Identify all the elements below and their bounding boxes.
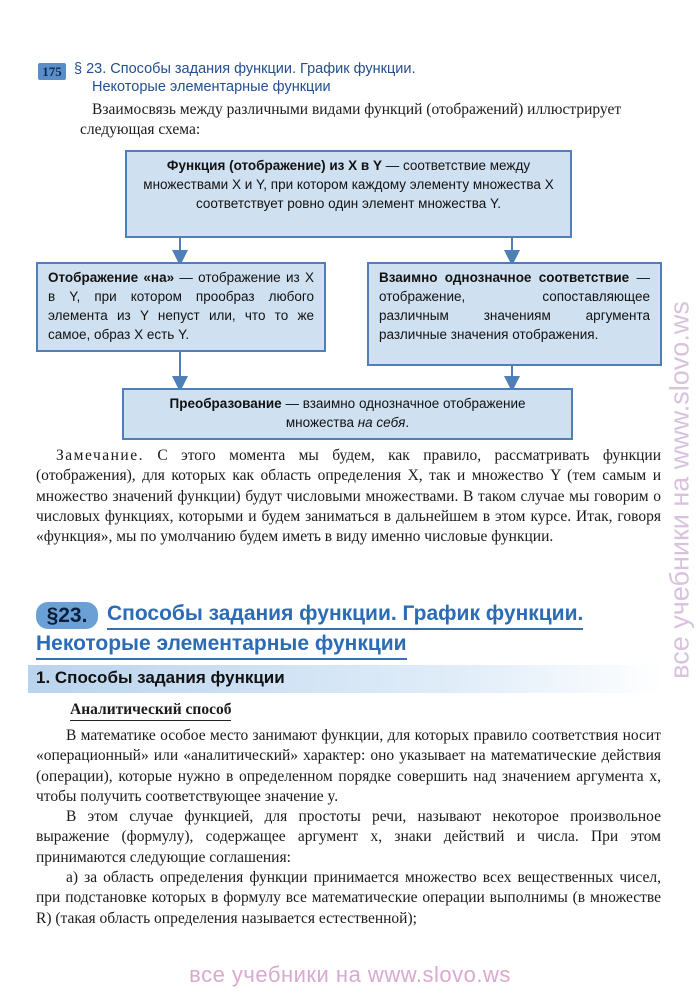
paragraph: В этом случае функцией, для простоты речи, называют некоторое произвольное выражение (формулу), содержащее аргумент x, знаки действий и числа. При этом принимаются следующие соглашения:: [36, 808, 661, 866]
box4-term: Преобразование: [169, 396, 282, 411]
paragraph: В математике особое место занимают функции, для которых правило соответствия носит «операционный» или «аналитический» характер: оно указывает на математические действия (операции), которые нужно в определенном порядке совершить над значением аргумента x, чтобы получить соответствующее значение y.: [36, 727, 661, 805]
box2-text: — отображение из X в Y, при котором прообраз любого элемента из Y непуст или, что то же самое, образ X есть Y.: [48, 270, 314, 342]
box3-term: Взаимно однозначное соответствие: [379, 270, 630, 285]
paragraph: а) за область определения функции принимается множество всех вещественных чисел, при подстановке которых в формулу все математические операции выполнимы (в множестве R) (такая область определения называется естественной);: [36, 869, 661, 927]
section-badge: §23.: [36, 602, 98, 629]
box4-end: .: [405, 415, 410, 430]
footer-watermark: все учебники на www.slovo.ws: [189, 962, 511, 987]
box1-text: — соответствие между множествами X и Y, при котором каждому элементу множества X соответствует ровно один элемент множества Y.: [143, 158, 554, 211]
box2-term: Отображение «на»: [48, 270, 175, 285]
subsection-title: 1. Способы задания функции: [36, 668, 285, 687]
body-text: [36, 726, 661, 929]
diagram-box-function: [125, 150, 572, 238]
box4-emph: на себя: [357, 415, 406, 430]
running-header-line2: Некоторые элементарные функции: [92, 79, 331, 95]
remark-label: Замечание.: [56, 447, 144, 464]
diagram-box-transformation: [122, 388, 573, 440]
running-header-line1: § 23. Способы задания функции. График функции.: [74, 61, 416, 77]
remark-text: С этого момента мы будем, как правило, рассматривать функции (отображения), для которых как область определения X, так и множество Y (тем самым и множество значений функции) будут числовыми множествами. В таком случае мы говорим о числовых функциях, которыми и будем заниматься в дальнейшем в этом курсе. Итак, говоря «функция», мы по умолчанию будем иметь в виду именно числовые функции.: [36, 447, 661, 546]
box3-text: — отображение, сопоставляющее различным значениям аргумента различные значения отображения.: [379, 270, 650, 342]
section-title-line2: Некоторые элементарные функции: [36, 630, 407, 660]
box1-term: Функция (отображение) из X в Y: [166, 158, 382, 173]
section-title-line1: Способы задания функции. График функции.: [107, 600, 583, 630]
side-watermark: все учебники на www.slovo.ws: [664, 301, 695, 679]
remark-paragraph: [36, 446, 661, 547]
method-heading: Аналитический способ: [70, 700, 231, 721]
page-number: 175: [38, 63, 66, 80]
box4-text: — взаимно однозначное отображение множества: [281, 396, 526, 430]
diagram-box-onto: [36, 262, 326, 352]
intro-text: Взаимосвязь между различными видами функций (отображений) иллюстрирует следующая схема:: [80, 101, 622, 138]
diagram-box-bijection: [367, 262, 662, 366]
